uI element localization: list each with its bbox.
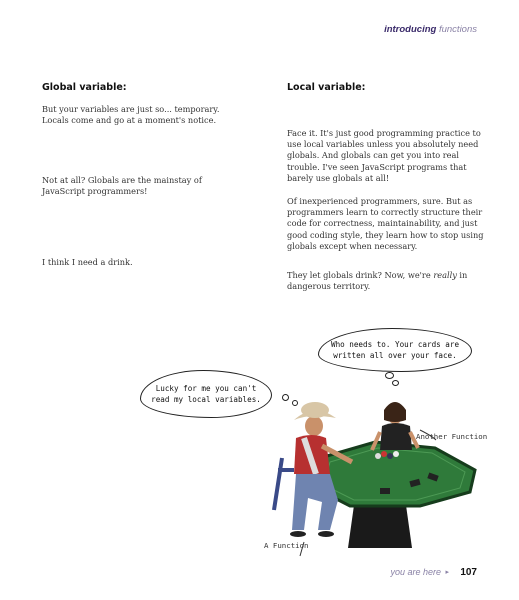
local-paragraph-1: Face it. It's just good programming practice to use local variables unless you absolutely need globals. And globals can get you into real trouble. I've seen JavaScript programs that barely use globals at all! (287, 128, 481, 183)
local-variable-heading: Local variable: (287, 82, 366, 93)
local-paragraph-3 (287, 270, 487, 292)
thought-cloud-a-function (140, 370, 272, 418)
local-p3-before: They let globals drink? Now, we're (287, 270, 434, 280)
chair (274, 458, 294, 510)
page-number: 107 (460, 567, 477, 578)
header-chapter-bold: introducing (384, 24, 437, 35)
running-header (384, 24, 477, 35)
thought-bubble-dot (385, 372, 394, 379)
you-are-here-link[interactable]: you are here (390, 567, 441, 577)
card-table-illustration (260, 380, 490, 560)
local-paragraph-2: Of inexperienced programmers, sure. But as programmers learn to correctly structure their code for correctness, maintainability, and just good coding style, they learn how to stop using globals except when necessary. (287, 196, 484, 251)
local-p3-emphasis: really (433, 270, 457, 280)
global-paragraph-1: But your variables are just so... temporary. Locals come and go at a moment's notice. (42, 104, 220, 126)
global-variable-heading: Global variable: (42, 82, 127, 93)
header-chapter-rest: functions (436, 24, 477, 35)
another-function-label: Another Function (416, 432, 488, 441)
thought-cloud-another-function (318, 328, 472, 372)
global-paragraph-2: Not at all? Globals are the mainstay of JavaScript programmers! (42, 175, 202, 197)
right-arrow-icon: ▸ (445, 568, 449, 576)
local-p3-after: in dangerous territory. (287, 270, 468, 292)
a-function-label: A Function (264, 541, 309, 550)
cloud-right-text: Who needs to. Your cards are written all over your face. (331, 340, 460, 360)
global-paragraph-3: I think I need a drink. (42, 257, 133, 267)
cloud-left-text: Lucky for me you can't read my local variables. (151, 384, 261, 404)
